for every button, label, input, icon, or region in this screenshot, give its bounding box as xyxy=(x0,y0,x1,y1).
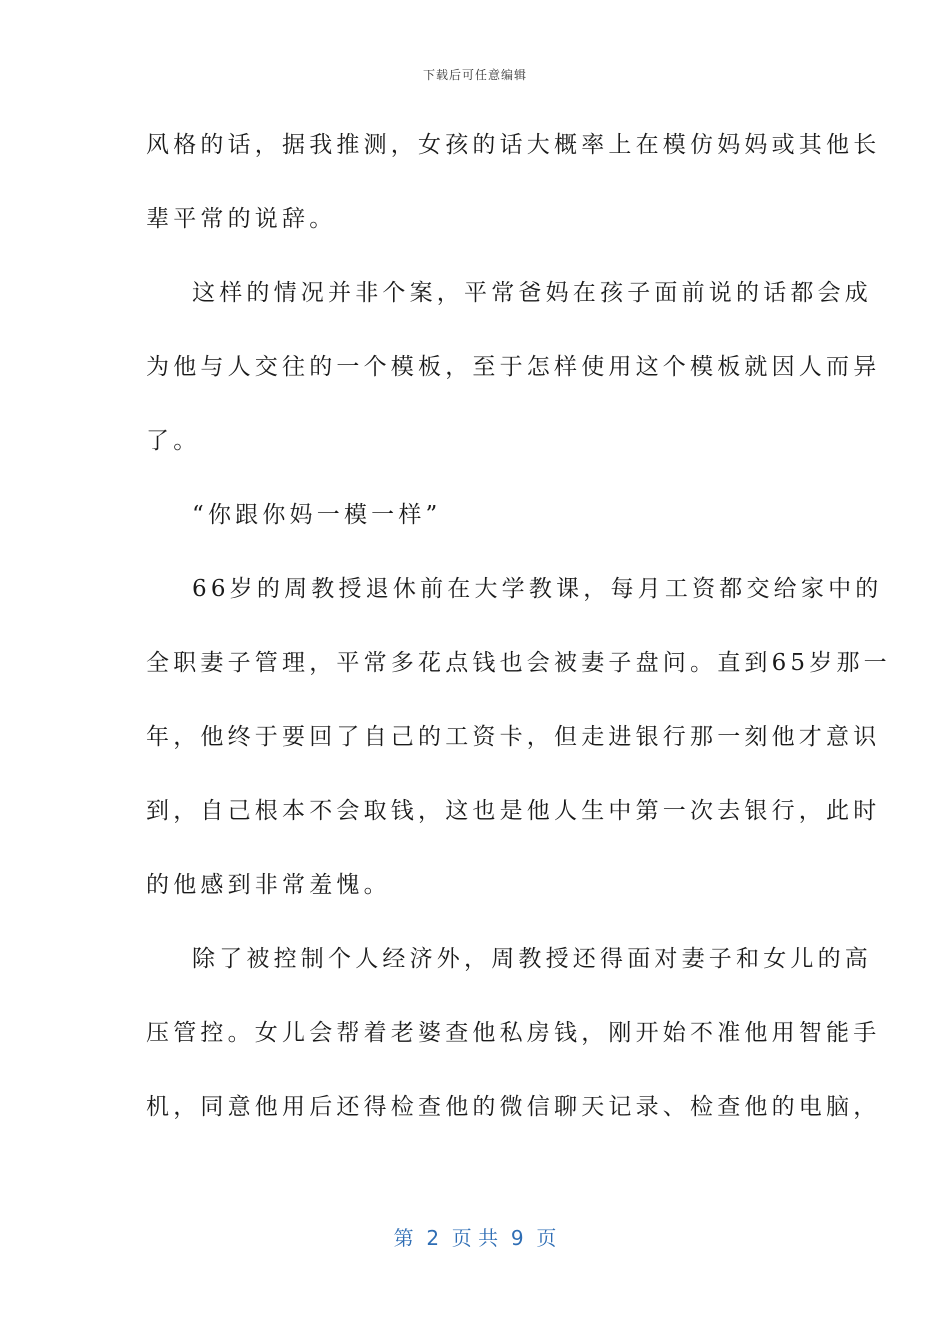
text-line: 机，同意他用后还得检查他的微信聊天记录、检查他的电脑， xyxy=(146,1094,881,1120)
text-line: 的他感到非常羞愧。 xyxy=(146,872,391,898)
text-line: 年，他终于要回了自己的工资卡，但走进银行那一刻他才意识 xyxy=(146,724,881,750)
text-line: 66岁的周教授退休前在大学教课，每月工资都交给家中的 xyxy=(192,576,883,602)
section-heading: “你跟你妈一模一样” xyxy=(192,502,442,528)
page-number: 第 2 页 共 9 页 xyxy=(393,1226,557,1250)
text-line: 为他与人交往的一个模板，至于怎样使用这个模板就因人而异 xyxy=(146,354,881,380)
text-line: 辈平常的说辞。 xyxy=(146,206,337,232)
text-line: 到，自己根本不会取钱，这也是他人生中第一次去银行，此时 xyxy=(146,798,881,824)
text-line: 了。 xyxy=(146,428,201,454)
text-line: 除了被控制个人经济外，周教授还得面对妻子和女儿的高 xyxy=(192,946,872,972)
document-body xyxy=(146,124,891,1160)
text-line: 全职妻子管理，平常多花点钱也会被妻子盘问。直到65岁那一 xyxy=(146,650,891,676)
text-line: 风格的话，据我推测，女孩的话大概率上在模仿妈妈或其他长 xyxy=(146,132,881,158)
text-line: 这样的情况并非个案，平常爸妈在孩子面前说的话都会成 xyxy=(192,280,872,306)
page-header: 下载后可任意编辑 xyxy=(422,68,527,82)
text-line: 压管控。女儿会帮着老婆查他私房钱，刚开始不准他用智能手 xyxy=(146,1020,881,1046)
